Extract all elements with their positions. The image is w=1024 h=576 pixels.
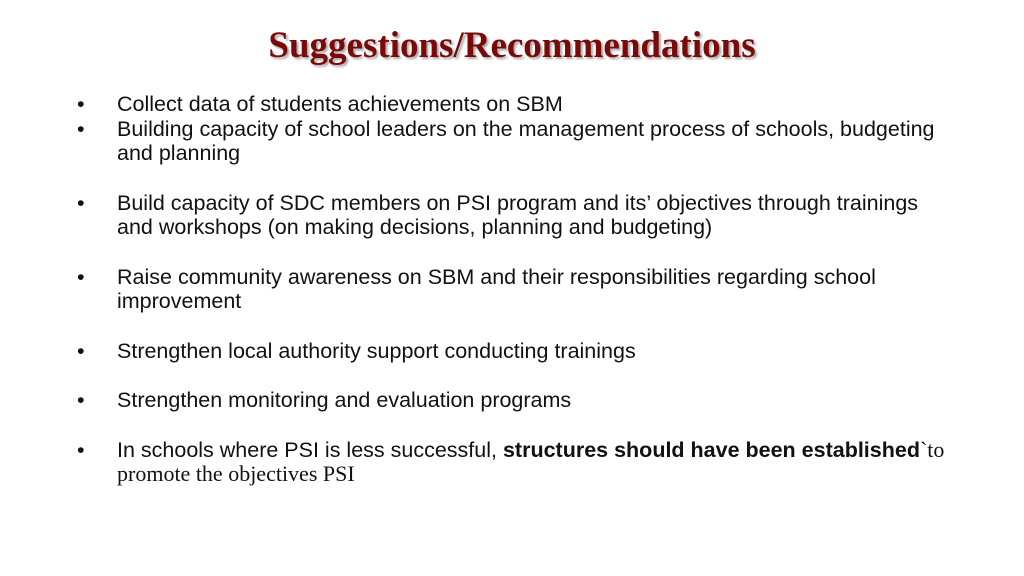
bullet-text: Strengthen monitoring and evaluation programs <box>117 388 572 412</box>
bullet-dot-icon: • <box>77 92 85 116</box>
bullet-dot-icon: • <box>77 338 85 363</box>
bullet-text-plain: In schools where PSI is less successful, <box>117 437 503 462</box>
bullet-text: Strengthen local authority support conducting trainings <box>117 338 636 363</box>
bullet-text-serif: `to promote the objectives PSI <box>117 436 945 486</box>
bullet-item-4 <box>74 265 954 314</box>
bullet-dot-icon: • <box>77 116 85 141</box>
bullet-list <box>74 92 954 487</box>
bullet-item-5 <box>74 339 954 364</box>
bullet-dot-icon: • <box>77 437 85 462</box>
bullet-text: Collect data of students achievements on SBM <box>117 92 563 116</box>
bullet-item-6 <box>74 388 954 413</box>
slide-title: Suggestions/Recommendations <box>268 25 756 66</box>
bullet-text: Building capacity of school leaders on the management process of schools, budgeting and planning <box>117 116 935 165</box>
bullet-item-1 <box>74 92 954 117</box>
bullet-dot-icon: • <box>77 388 85 412</box>
bullet-text-bold: structures should have been established <box>502 437 920 462</box>
bullet-dot-icon: • <box>77 264 85 289</box>
bullet-item-3 <box>74 191 954 240</box>
bullet-dot-icon: • <box>77 190 85 215</box>
bullet-item-2 <box>74 117 954 166</box>
bullet-text: Build capacity of SDC members on PSI program and its’ objectives through trainings and workshops (on making decisions, planning and budgeting) <box>117 190 919 239</box>
bullet-text: Raise community awareness on SBM and their responsibilities regarding school improvement <box>117 264 876 313</box>
bullet-item-7 <box>74 438 954 487</box>
